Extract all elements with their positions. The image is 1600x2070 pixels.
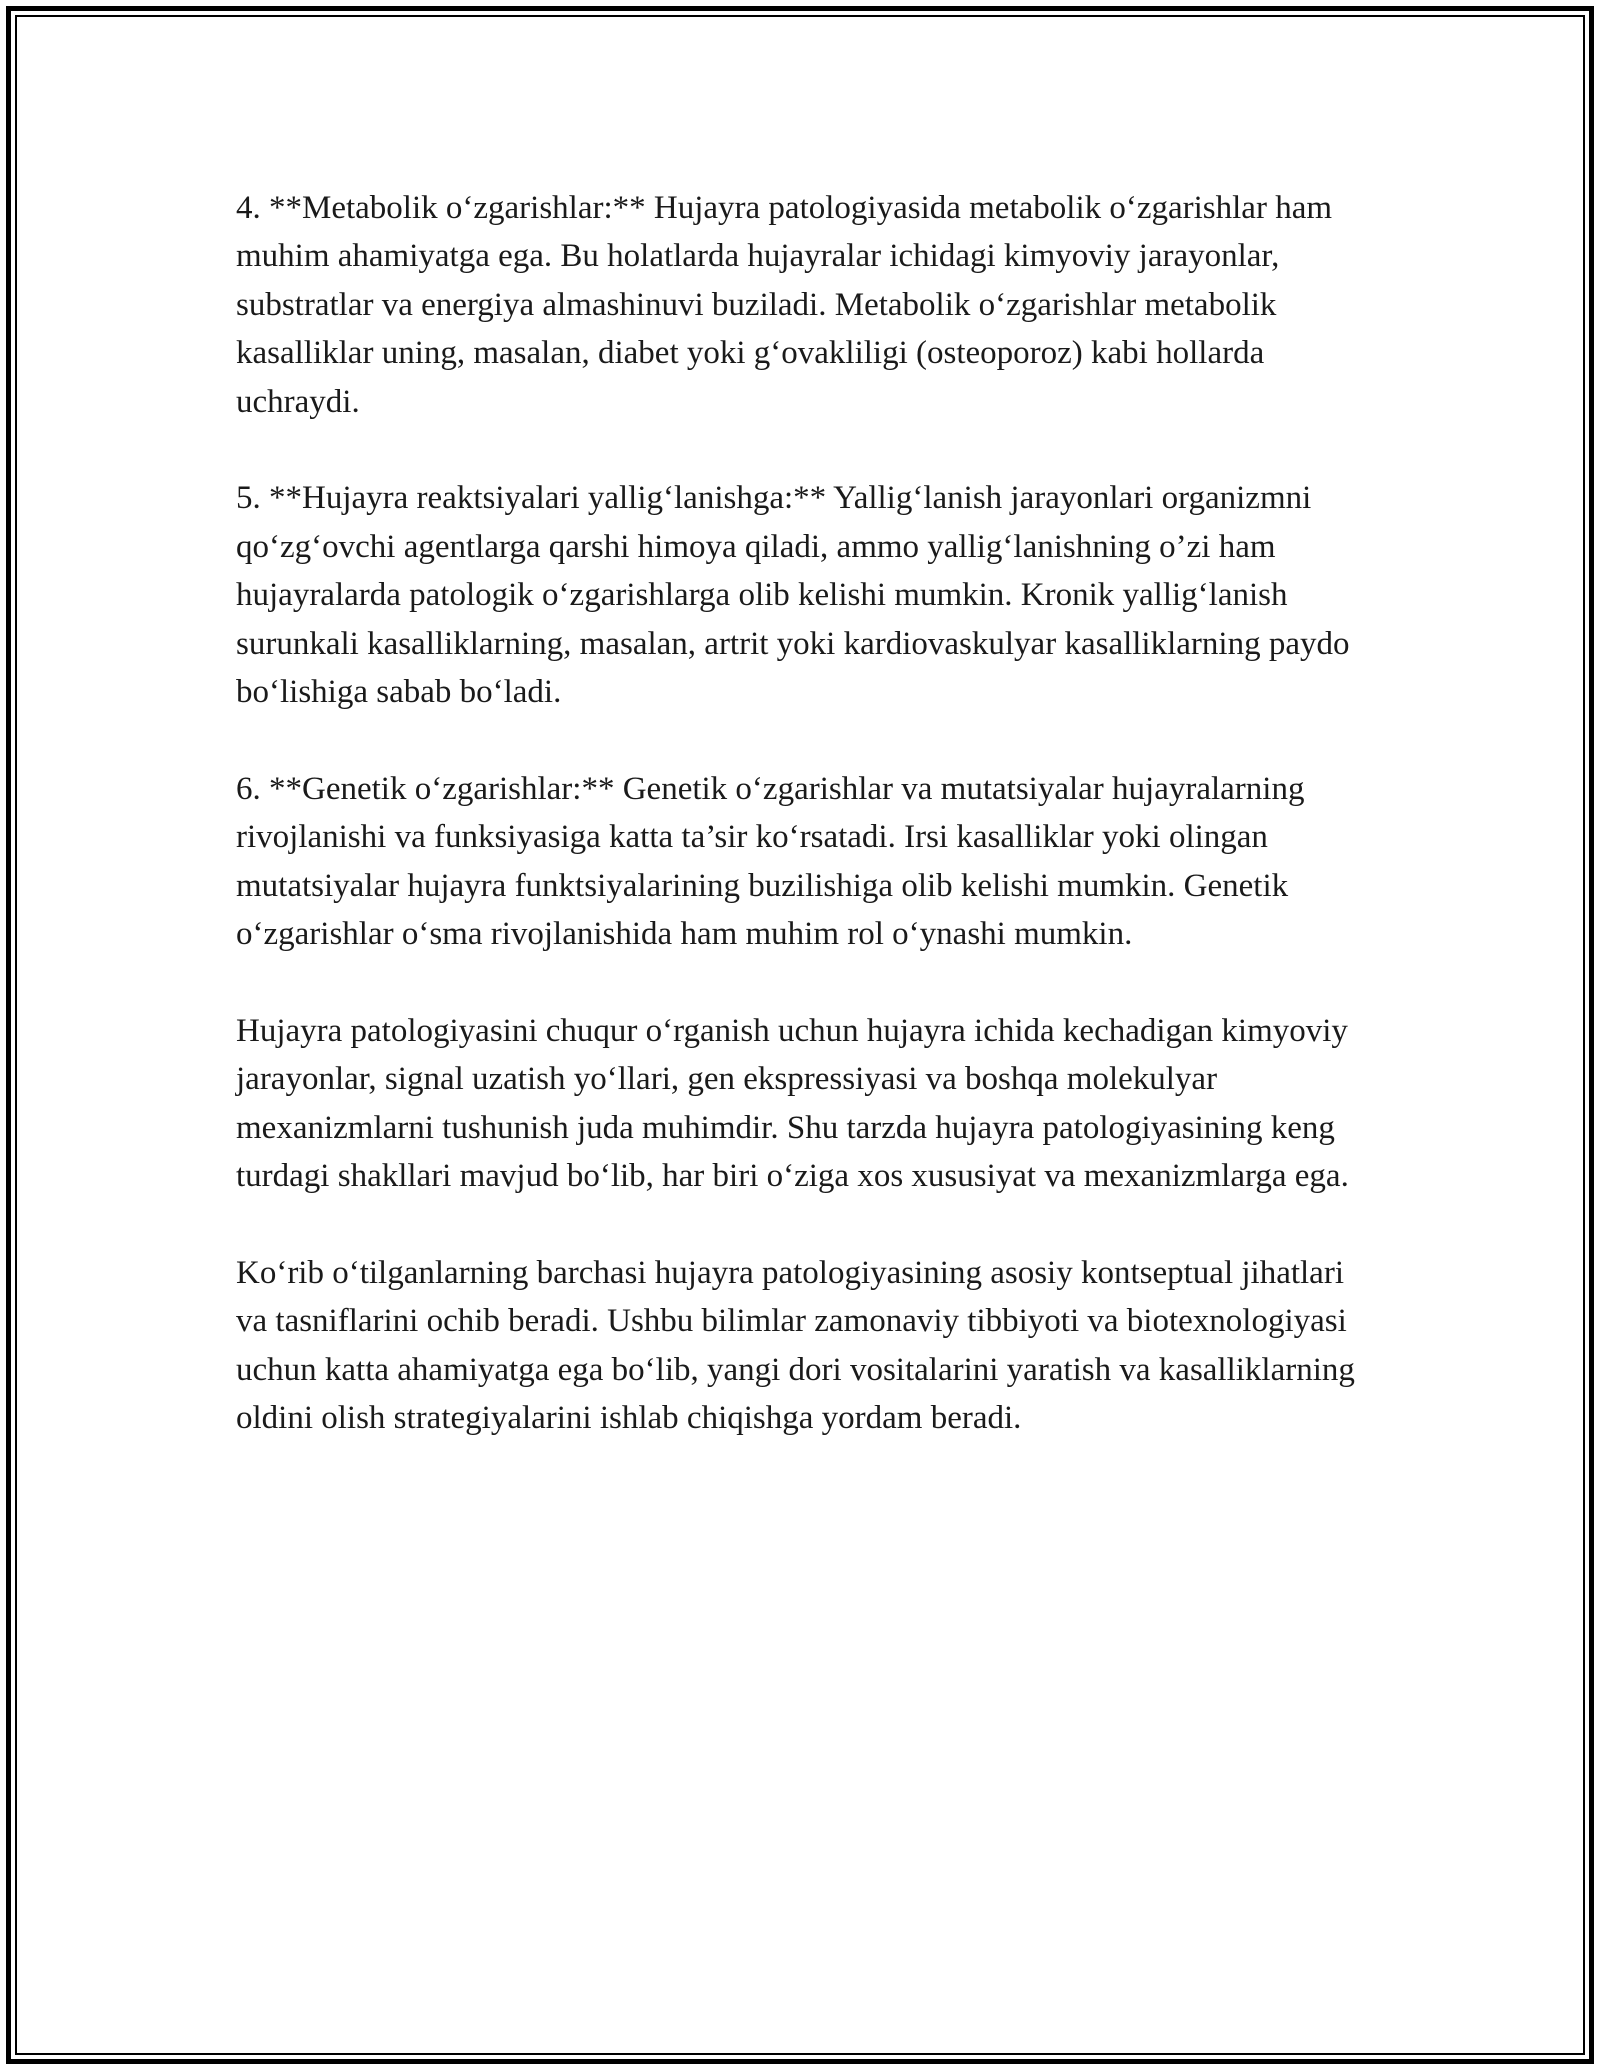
paragraph-inflammation-reactions: 5. **Hujayra reaktsiyalari yallig‘lanishga:** Yallig‘lanish jarayonlari organizmni qo‘zg‘ovchi agentlarga qarshi himoya qiladi, ammo yallig‘lanishning o’zi ham hujayralarda patologik o‘zgarishlarga olib kelishi mumkin. Kronik yallig‘lanish surunkali kasalliklarning, masalan, artrit yoki kardiovaskulyar kasalliklarning paydo bo‘lishiga sabab bo‘ladi. [236,480,1350,711]
paragraph-metabolic-changes: 4. **Metabolik o‘zgarishlar:** Hujayra patologiyasida metabolik o‘zgarishlar ham muhim ahamiyatga ega. Bu holatlarda hujayralar ichidagi kimyoviy jarayonlar, substratlar va energiya almashinuvi buziladi. Metabolik o‘zgarishlar metabolik kasalliklar uning, masalan, diabet yoki g‘ovakliligi (osteoporoz) kabi hollarda uchraydi. [236,190,1333,420]
document-body [236,184,1366,1443]
paragraph-conclusion: Ko‘rib o‘tilganlarning barchasi hujayra patologiyasining asosiy kontseptual jihatlari va tasniflarini ochib beradi. Ushbu bilimlar zamonaviy tibbiyoti va biotexnologiyasi uchun katta ahamiyatga ega bo‘lib, yangi dori vositalarini yaratish va kasalliklarning oldini olish strategiyalarini ishlab chiqishga yordam beradi. [236,1254,1355,1437]
paragraph-deep-study: Hujayra patologiyasini chuqur o‘rganish uchun hujayra ichida kechadigan kimyoviy jarayonlar, signal uzatish yo‘llari, gen ekspressiyasi va boshqa molekulyar mexanizmlarni tushunish juda muhimdir. Shu tarzda hujayra patologiyasining keng turdagi shakllari mavjud bo‘lib, har biri o‘ziga xos xususiyat va mexanizmlarga ega. [236,1012,1349,1195]
paragraph-genetic-changes: 6. **Genetik o‘zgarishlar:** Genetik o‘zgarishlar va mutatsiyalar hujayralarning rivojlanishi va funksiyasiga katta ta’sir ko‘rsatadi. Irsi kasalliklar yoki olingan mutatsiyalar hujayra funktsiyalarining buzilishiga olib kelishi mumkin. Genetik o‘zgarishlar o‘sma rivojlanishida ham muhim rol o‘ynashi mumkin. [236,770,1305,953]
